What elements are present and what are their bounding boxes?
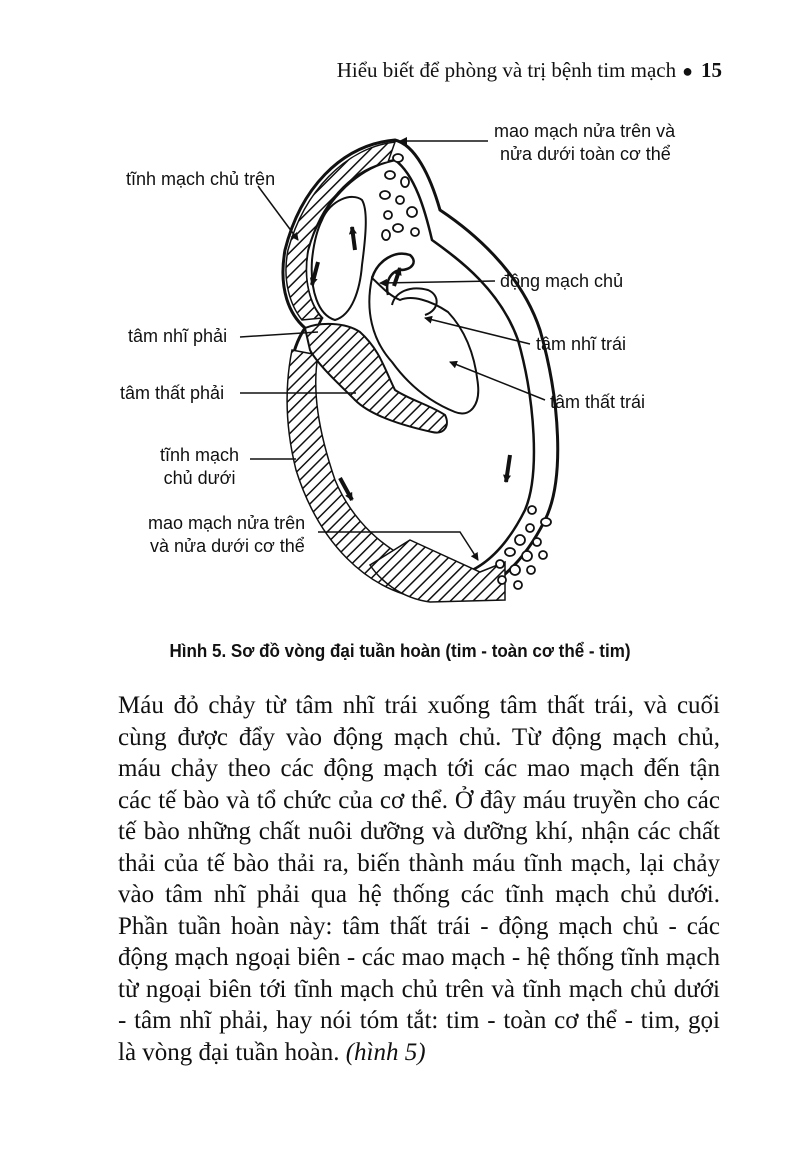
heart-circulation-illustration [0,100,800,640]
paragraph-text: Máu đỏ chảy từ tâm nhĩ trái xuống tâm thất trái, và cuối cùng được đẩy vào động mạch chủ. Từ động mạch chủ, máu chảy theo các động mạch tới các mao mạch đến tận các tế bào và tổ chức của cơ thể. Ở đây máu truyền cho các tế bào những chất nuôi dưỡng và dưỡng khí, nhận các chất thải của tế bào thải ra, biến thành máu tĩnh mạch, lại chảy vào tâm nhĩ phải qua hệ thống các tĩnh mạch chủ dưới. Phần tuần hoàn này: tâm thất trái - động mạch chủ - các động mạch ngoại biên - các mao mạch - hệ thống tĩnh mạch từ ngoại biên tới tĩnh mạch chủ trên và tĩnh mạch chủ dưới - tâm nhĩ phải, hay nói tóm tắt: tim - toàn cơ thể - tim, gọi là vòng đại tuần hoàn. [118,692,720,1066]
label-upper-capillaries: mao mạch nửa trên và nửa dưới toàn cơ thể [494,121,676,164]
circulation-diagram [0,100,800,640]
leader-superior-vena-cava [258,186,298,240]
page-number: 15 [701,58,722,82]
figure-caption: Hình 5. Sơ đồ vòng đại tuần hoàn (tim - toàn cơ thể - tim) [169,640,631,661]
label-superior-vena-cava: tĩnh mạch chủ trên [126,169,276,189]
label-aorta: động mạch chủ [500,271,624,291]
figure-reference: (hình 5) [345,1038,426,1066]
body-paragraph [118,690,720,1068]
label-left-ventricle: tâm thất trái [550,392,646,412]
label-left-atrium: tâm nhĩ trái [536,334,627,354]
label-inferior-vena-cava: tĩnh mạch chủ dưới [160,445,240,488]
bullet-icon: ● [682,61,693,81]
label-right-ventricle: tâm thất phải [120,383,225,403]
label-lower-capillaries: mao mạch nửa trên và nửa dưới cơ thể [148,513,306,556]
label-right-atrium: tâm nhĩ phải [128,326,228,346]
running-title: Hiểu biết để phòng và trị bệnh tim mạch [336,58,677,82]
running-header [0,58,722,83]
